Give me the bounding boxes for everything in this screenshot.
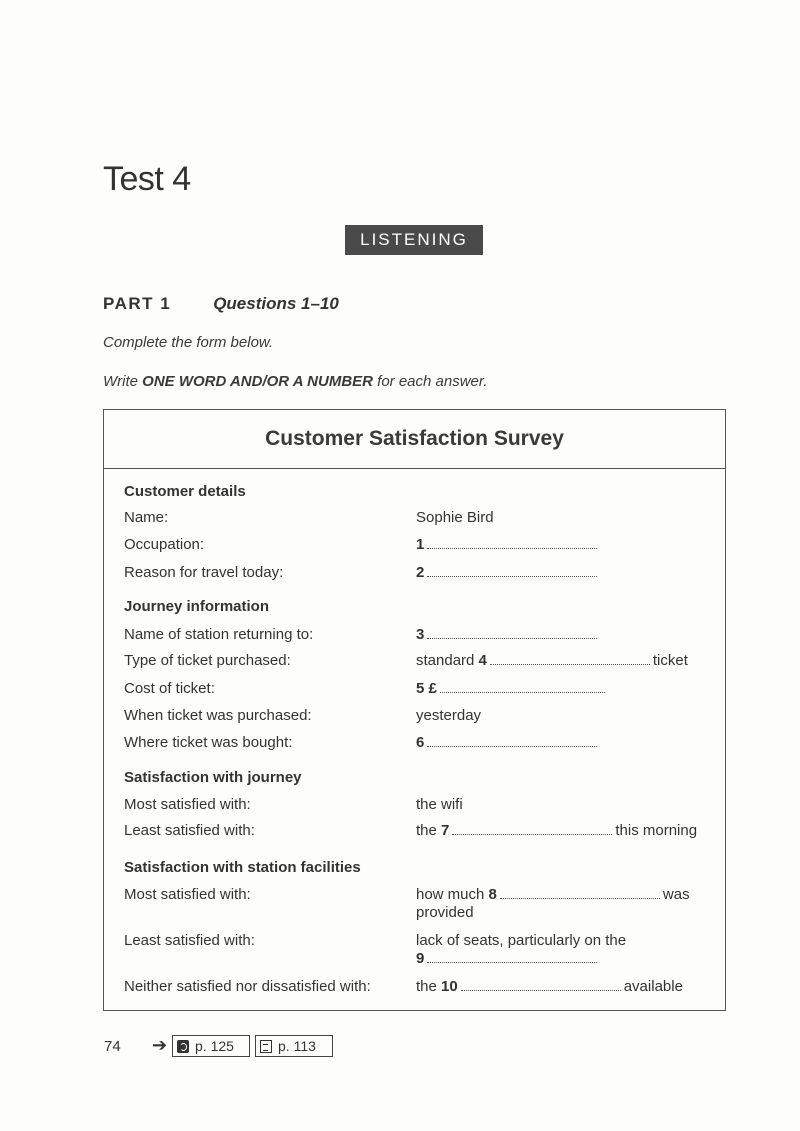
answer-blank[interactable] — [500, 886, 660, 899]
question-number: 6 — [416, 734, 425, 751]
answer-blank[interactable] — [461, 978, 621, 991]
reference-page: p. 113 — [278, 1038, 316, 1054]
answer-9[interactable] — [416, 950, 600, 967]
value-suffix: was — [662, 886, 690, 903]
field-label: Where ticket was bought: — [124, 734, 293, 751]
reference-page: p. 125 — [195, 1038, 234, 1054]
instruction-text: for each answer. — [373, 373, 488, 390]
answer-4[interactable] — [416, 652, 688, 669]
field-value-most-satisfied: the wifi — [416, 796, 463, 813]
question-number: 4 — [478, 652, 487, 669]
answer-7[interactable] — [416, 822, 697, 839]
field-label: When ticket was purchased: — [124, 707, 312, 724]
answer-blank[interactable] — [427, 564, 597, 577]
question-number: 10 — [441, 978, 458, 995]
field-label: Name: — [124, 509, 169, 526]
value-suffix: this morning — [615, 822, 698, 839]
document-icon — [260, 1040, 272, 1053]
value-suffix: available — [623, 978, 683, 995]
value-prefix: how much — [416, 886, 489, 903]
section-heading-customer-details: Customer details — [124, 483, 246, 500]
section-banner: LISTENING — [345, 225, 483, 255]
answer-10[interactable] — [416, 978, 683, 995]
value-prefix: standard — [416, 652, 479, 669]
section-heading-satisfaction-journey: Satisfaction with journey — [124, 769, 302, 786]
answer-6[interactable] — [416, 734, 600, 751]
section-heading-journey-information: Journey information — [124, 598, 270, 615]
question-number: 2 — [416, 564, 425, 581]
field-label: Least satisfied with: — [124, 822, 255, 839]
field-label: Type of ticket purchased: — [124, 652, 291, 669]
page-number: 74 — [104, 1038, 121, 1055]
field-label: Most satisfied with: — [124, 796, 251, 813]
value-prefix: the — [416, 822, 442, 839]
field-label: Occupation: — [124, 536, 205, 553]
answer-blank[interactable] — [427, 950, 597, 963]
question-number: 8 — [488, 886, 497, 903]
value-prefix: the — [416, 978, 442, 995]
arrow-icon: ➔ — [152, 1035, 168, 1055]
form-title: Customer Satisfaction Survey — [104, 410, 725, 469]
instruction-complete: Complete the form below. — [103, 334, 274, 351]
answer-blank[interactable] — [440, 680, 605, 693]
question-number: 9 — [416, 950, 425, 967]
part-label: PART 1 — [103, 294, 172, 313]
instruction-word-limit — [103, 373, 488, 390]
answer-key-reference[interactable] — [255, 1035, 333, 1057]
answer-blank[interactable] — [490, 652, 650, 665]
part-heading — [103, 294, 339, 314]
answer-2[interactable] — [416, 564, 600, 581]
field-label: Name of station returning to: — [124, 626, 314, 643]
answer-3[interactable] — [416, 626, 600, 643]
field-label: Reason for travel today: — [124, 564, 284, 581]
answer-5[interactable] — [416, 680, 608, 697]
field-label: Cost of ticket: — [124, 680, 215, 697]
field-label: Most satisfied with: — [124, 886, 251, 903]
page-title: Test 4 — [103, 160, 191, 198]
question-number: 5 £ — [416, 680, 437, 697]
audio-script-reference[interactable] — [172, 1035, 250, 1057]
field-value-least-satisfied: lack of seats, particularly on the — [416, 932, 627, 949]
field-value-purchase-time: yesterday — [416, 707, 482, 724]
field-label: Least satisfied with: — [124, 932, 255, 949]
audio-icon — [177, 1040, 189, 1053]
value-continuation: provided — [416, 904, 474, 921]
answer-blank[interactable] — [427, 734, 597, 747]
survey-form — [103, 409, 726, 1011]
field-label: Neither satisfied nor dissatisfied with: — [124, 978, 371, 995]
question-number: 1 — [416, 536, 425, 553]
question-range: Questions 1–10 — [213, 294, 339, 313]
answer-1[interactable] — [416, 536, 600, 553]
value-suffix: ticket — [652, 652, 688, 669]
field-value-name: Sophie Bird — [416, 509, 494, 526]
instruction-text: Write — [103, 373, 143, 390]
answer-blank[interactable] — [427, 536, 597, 549]
answer-blank[interactable] — [427, 626, 597, 639]
answer-blank[interactable] — [452, 822, 612, 835]
question-number: 3 — [416, 626, 425, 643]
question-number: 7 — [441, 822, 450, 839]
answer-8[interactable] — [416, 886, 690, 903]
section-heading-station-facilities: Satisfaction with station facilities — [124, 859, 361, 876]
instruction-bold: ONE WORD AND/OR A NUMBER — [142, 373, 373, 390]
